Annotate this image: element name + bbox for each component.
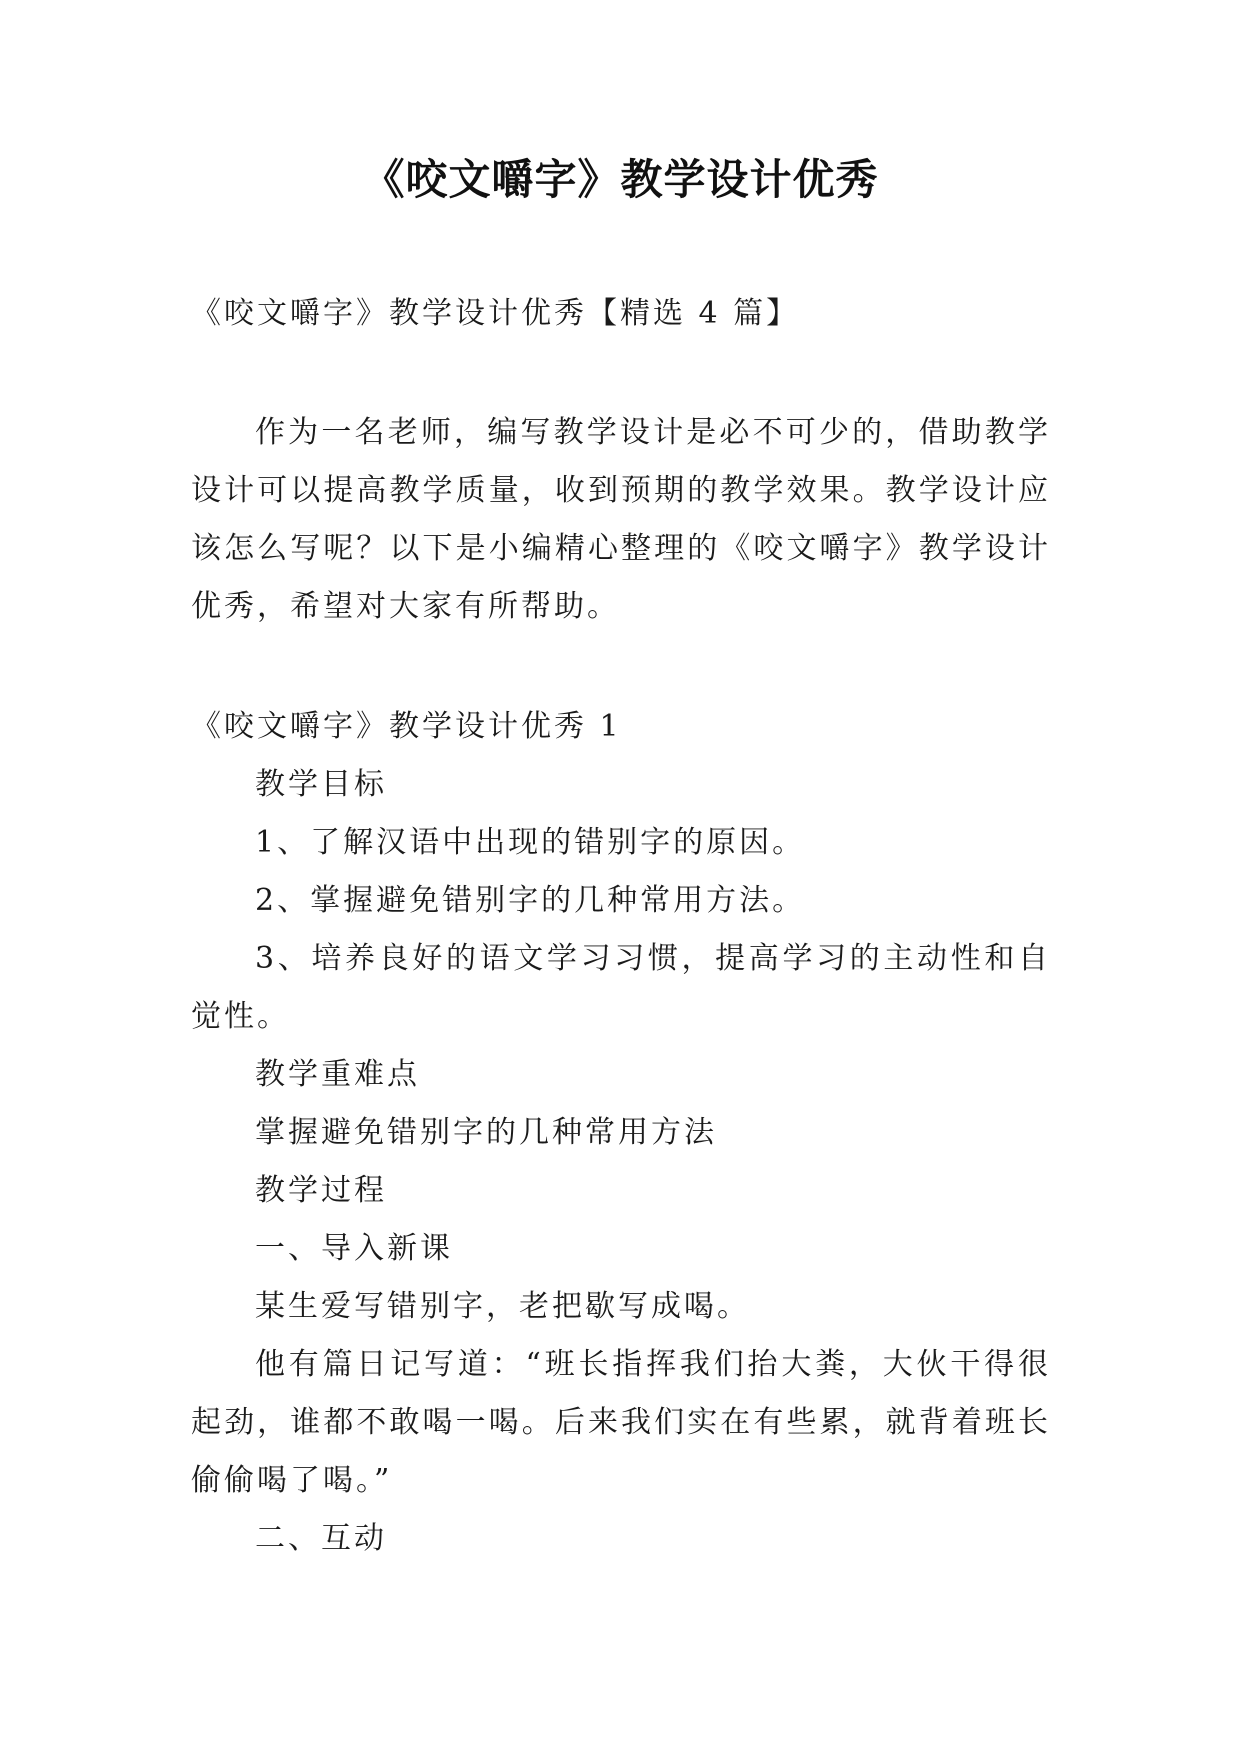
story-paragraph-2: 他有篇日记写道：“班长指挥我们抬大粪，大伙干得很起劲，谁都不敢喝一喝。后来我们实在有些累，就背着班长偷偷喝了喝。” (191, 1347, 1051, 1498)
document-subtitle: 《咬文嚼字》教学设计优秀【精选 4 篇】 (191, 296, 800, 331)
key-points-heading: 教学重难点 (255, 1057, 420, 1092)
story-line-1: 某生爱写错别字，老把歇写成喝。 (255, 1289, 750, 1324)
goal-item-3: 3、培养良好的语文学习习惯，提高学习的主动性和自觉性。 (191, 941, 1051, 1034)
goal-item-2: 2、掌握避免错别字的几种常用方法。 (255, 883, 806, 918)
process-heading: 教学过程 (255, 1173, 387, 1208)
key-points-text: 掌握避免错别字的几种常用方法 (255, 1115, 717, 1150)
section-1 (191, 698, 1051, 1568)
goal-item-1: 1、了解汉语中出现的错别字的原因。 (255, 825, 806, 860)
intro-paragraph: 作为一名老师，编写教学设计是必不可少的，借助教学设计可以提高教学质量，收到预期的教学效果。教学设计应该怎么写呢？以下是小编精心整理的《咬文嚼字》教学设计优秀，希望对大家有所帮助。 (191, 415, 1051, 624)
step-heading-1: 一、导入新课 (255, 1231, 453, 1266)
page-title: 《咬文嚼字》教学设计优秀 (362, 155, 879, 204)
section-heading: 《咬文嚼字》教学设计优秀 1 (191, 709, 622, 744)
step-heading-2: 二、互动 (255, 1521, 387, 1556)
goals-heading: 教学目标 (255, 767, 387, 802)
